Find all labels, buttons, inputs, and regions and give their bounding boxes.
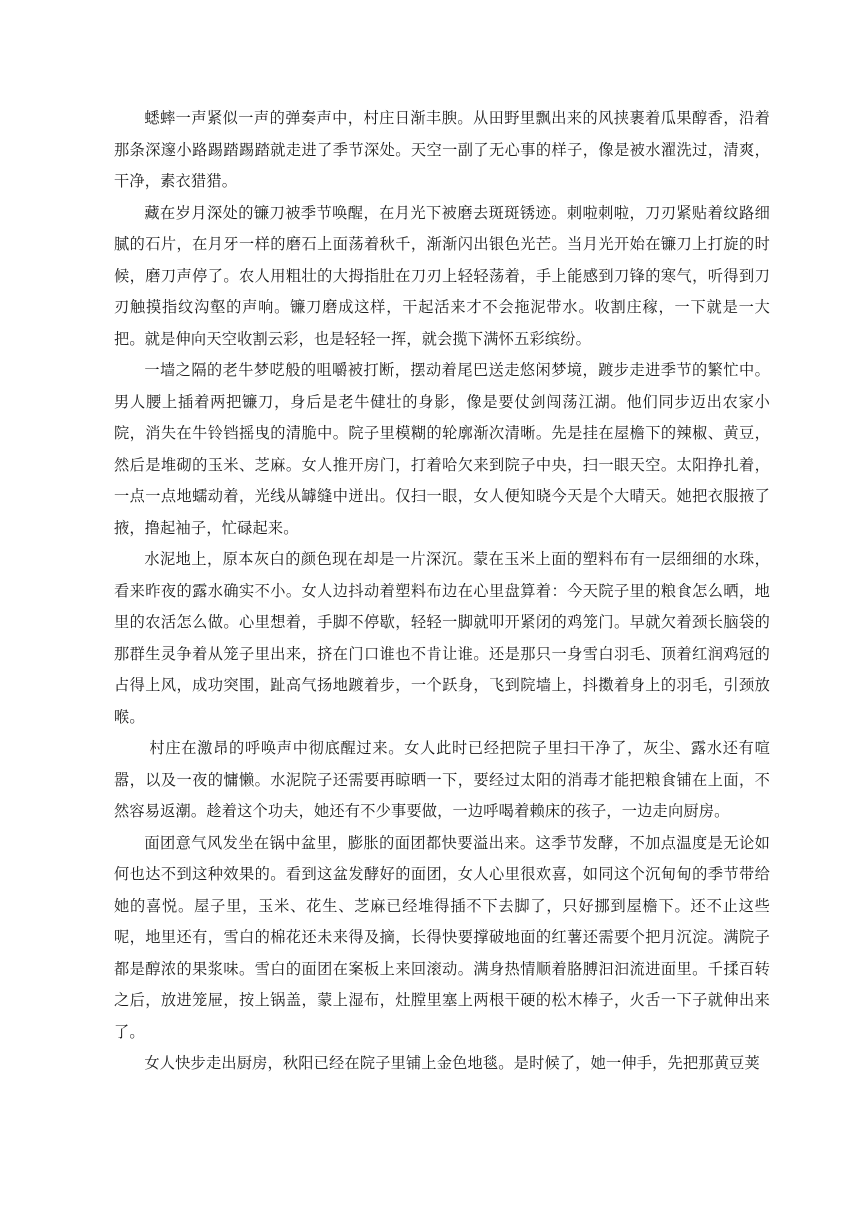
- paragraph-leaving-kitchen: 女人快步走出厨房，秋阳已经在院子里铺上金色地毯。是时候了，她一伸手，先把那黄豆荚: [144, 1054, 760, 1072]
- paragraph-old-ox: 一墙之隔的老牛梦呓般的咀嚼被打断，摆动着尾巴送走悠闲梦境，踱步走进季节的繁忙中。男人腰上插着两把镰刀，身后是老牛健壮的身影，像是要仗剑闯荡江湖。他们同步迈出农家小院，消失在牛铃铛摇曳的清脆中。院子里模糊的轮廓渐次清晰。先是挂在屋檐下的辣椒、黄豆，然后是堆砌的玉米、芝麻。女人推开房门，打着哈欠来到院子中央，扫一眼天空。太阳挣扎着，一点一点地蠕动着，光线从罅缝中迸出。仅扫一眼，女人便知晓今天是个大晴天。她把衣服掖了掖，撸起袖子，忙碌起来。: [114, 361, 770, 537]
- document-body: [114, 103, 770, 1080]
- paragraph-sickle: 藏在岁月深处的镰刀被季节唤醒，在月光下被磨去斑斑锈迹。刺啦刺啦，刀刃紧贴着纹路细腻的石片，在月牙一样的磨石上面荡着秋千，渐渐闪出银色光芒。当月光开始在镰刀上打旋的时候，磨刀声停了。农人用粗壮的大拇指肚在刀刃上轻轻荡着，手上能感到刀锋的寒气，听得到刀刃触摸指纹沟壑的声响。镰刀磨成这样，干起活来才不会拖泥带水。收割庄稼，一下就是一大把。就是伸向天空收割云彩，也是轻轻一挥，就会揽下满怀五彩缤纷。: [114, 203, 770, 348]
- paragraph-courtyard: 水泥地上，原本灰白的颜色现在却是一片深沉。蒙在玉米上面的塑料布有一层细细的水珠，看来昨夜的露水确实不小。女人边抖动着塑料布边在心里盘算着：今天院子里的粮食怎么晒，地里的农活怎么做。心里想着，手脚不停歇，轻轻一脚就叩开紧闭的鸡笼门。早就欠着颈长脑袋的那群生灵争着从笼子里出来，挤在门口谁也不肯让谁。还是那只一身雪白羽毛、顶着红润鸡冠的占得上风，成功突围，趾高气扬地踱着步，一个跃身，飞到院墙上，抖擞着身上的羽毛，引颈放喉。: [114, 550, 770, 726]
- paragraph-village-wakes: 村庄在激昂的呼唤声中彻底醒过来。女人此时已经把院子里扫干净了，灰尘、露水还有喧嚣，以及一夜的慵懒。水泥院子还需要再晾晒一下，要经过太阳的消毒才能把粮食铺在上面，不然容易返潮。趁着这个功夫，她还有不少事要做，一边呼喝着赖床的孩子，一边走向厨房。: [114, 739, 770, 820]
- paragraph-crickets: 蟋蟀一声紧似一声的弹奏声中，村庄日渐丰腴。从田野里飘出来的风挟裹着瓜果醇香，沿着那条深邃小路踢踏踢踏就走进了季节深处。天空一副了无心事的样子，像是被水濯洗过，清爽，干净，素衣猎猎。: [114, 109, 770, 190]
- paragraph-dough: 面团意气风发坐在锅中盆里，膨胀的面团都快要溢出来。这季节发酵，不加点温度是无论如何也达不到这种效果的。看到这盆发酵好的面团，女人心里很欢喜，如同这个沉甸甸的季节带给她的喜悦。屋子里，玉米、花生、芝麻已经堆得插不下去脚了，只好挪到屋檐下。还不止这些呢，地里还有，雪白的棉花还未来得及摘，长得快要撑破地面的红薯还需要个把月沉淀。满院子都是醇浓的果浆味。雪白的面团在案板上来回滚动。满身热情顺着胳膊汩汩流进面里。千揉百转之后，放进笼屉，按上锅盖，蒙上湿布，灶膛里塞上两根干硬的松木棒子，火舌一下子就伸出来了。: [114, 833, 770, 1041]
